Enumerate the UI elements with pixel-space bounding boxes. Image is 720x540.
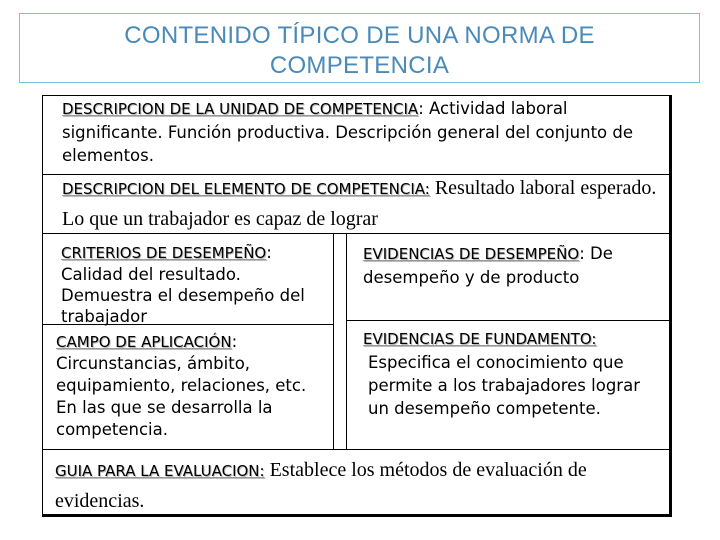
- title-box: [19, 13, 700, 83]
- title-line-1: CONTENIDO TÍPICO DE UNA NORMA DE: [124, 22, 595, 49]
- campo-text: Circunstancias, ámbito, equipamiento, relaciones, etc. En las que se desarrolla la competencia.: [56, 354, 307, 439]
- divider-col-left: [333, 233, 334, 449]
- divider-col-right: [346, 233, 347, 449]
- content-table: [42, 95, 672, 517]
- unidad-heading: DESCRIPCION DE LA UNIDAD DE COMPETENCIA: [62, 100, 419, 118]
- page-title: [20, 21, 699, 81]
- evid-fundamento-heading: EVIDENCIAS DE FUNDAMENTO:: [363, 330, 597, 348]
- unidad-colon: :: [418, 99, 429, 118]
- evid-fundamento-text: Especifica el conocimiento que permite a los trabajadores lograr un desempeño competente.: [368, 353, 640, 418]
- divider-guia: [43, 449, 670, 450]
- campo-heading: CAMPO DE APLICACIÓN: [56, 333, 232, 351]
- title-line-2: COMPETENCIA: [269, 52, 450, 79]
- evid-fundamento-cell: [363, 328, 663, 420]
- elemento-cell: [62, 173, 666, 234]
- evid-desempeno-cell: [363, 242, 663, 289]
- criterios-heading: CRITERIOS DE DESEMPEÑO: [61, 244, 267, 262]
- evid-desempeno-heading: EVIDENCIAS DE DESEMPEÑO: [363, 245, 580, 263]
- evid-desempeno-text: De desempeño y de producto: [363, 244, 613, 287]
- elemento-heading: DESCRIPCION DEL ELEMENTO DE COMPETENCIA:: [62, 180, 430, 198]
- unidad-text: Actividad laboral significante. Función productiva. Descripción general del conjunto de elementos.: [62, 99, 633, 165]
- guia-cell: [55, 455, 655, 516]
- criterios-text: Calidad del resultado. Demuestra el desempeño del trabajador: [61, 265, 305, 326]
- criterios-cell: [61, 242, 333, 327]
- elemento-text: Resultado laboral esperado. Lo que un trabajador es capaz de lograr: [62, 177, 657, 230]
- guia-heading: GUIA PARA LA EVALUACION:: [55, 462, 265, 480]
- campo-cell: [56, 331, 330, 441]
- evid-desempeno-colon: :: [579, 244, 590, 263]
- campo-colon: :: [231, 332, 238, 351]
- guia-text: Establece los métodos de evaluación de evidencias.: [55, 459, 587, 512]
- unidad-cell: [62, 97, 662, 167]
- divider-right-mid: [346, 320, 670, 321]
- criterios-colon: :: [266, 243, 272, 262]
